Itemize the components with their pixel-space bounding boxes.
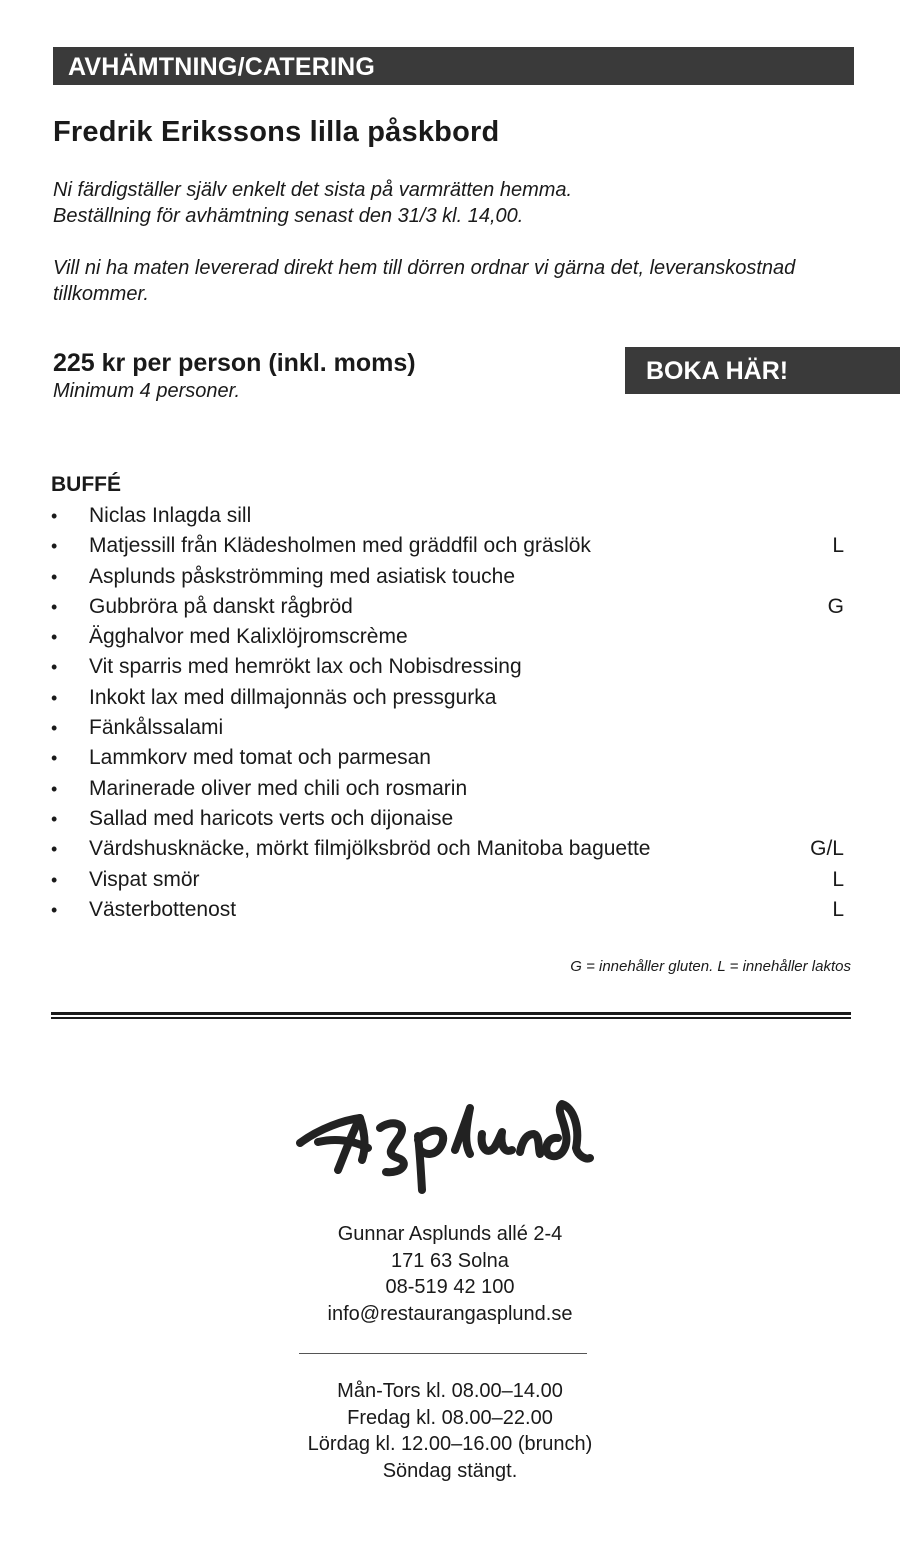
list-item <box>51 774 851 804</box>
list-item <box>51 592 851 622</box>
bullet-icon: • <box>51 687 58 708</box>
bullet-icon: • <box>51 808 58 829</box>
dish-name: Vispat smör <box>89 867 200 891</box>
allergen-legend: G = innehåller gluten. L = innehåller laktos <box>570 958 851 975</box>
footer-divider <box>299 1353 587 1354</box>
bullet-icon: • <box>51 778 58 799</box>
dish-name: Värdshusknäcke, mörkt filmjölksbröd och Manitoba baguette <box>89 837 651 861</box>
bullet-icon: • <box>51 506 58 526</box>
contact-info <box>0 1221 900 1327</box>
intro-text <box>53 177 873 307</box>
phone-number: 08-519 42 100 <box>385 1276 515 1298</box>
dish-name: Asplunds påskströmming med asiatisk touche <box>89 564 516 588</box>
list-item <box>51 834 851 864</box>
intro-line: Beställning för avhämtning senast den 31/3 kl. 14,00. <box>53 205 524 227</box>
dish-name: Fänkålssalami <box>89 716 224 740</box>
list-item <box>51 531 851 561</box>
signature-logo <box>290 1098 595 1198</box>
allergen-code: L <box>832 897 844 921</box>
list-item <box>51 622 851 652</box>
list-item <box>51 683 851 713</box>
bullet-icon: • <box>51 748 58 769</box>
dish-name: Ägghalvor med Kalixlöjromscrème <box>89 625 408 649</box>
list-item <box>51 865 851 895</box>
list-item <box>51 652 851 682</box>
section-header: AVHÄMTNING/CATERING <box>53 47 854 85</box>
opening-hours <box>0 1378 900 1484</box>
dish-name: Vit sparris med hemrökt lax och Nobisdressing <box>89 655 522 679</box>
allergen-code: G <box>827 594 844 618</box>
list-item <box>51 713 851 743</box>
bullet-icon: • <box>51 566 58 587</box>
email-link[interactable]: info@restaurangasplund.se <box>327 1302 573 1325</box>
street-address: Gunnar Asplunds allé 2-4 <box>337 1223 563 1245</box>
postal-city: 171 63 Solna <box>391 1249 509 1272</box>
book-button[interactable]: BOKA HÄR! <box>625 347 900 394</box>
list-item <box>51 895 851 925</box>
allergen-code: L <box>832 534 844 558</box>
bullet-icon: • <box>51 536 58 557</box>
list-item <box>51 804 851 834</box>
list-item <box>51 743 851 773</box>
price-label: 225 kr per person (inkl. moms) <box>53 349 416 377</box>
bullet-icon: • <box>51 627 58 648</box>
dish-name: Lammkorv med tomat och parmesan <box>89 746 431 770</box>
bullet-icon: • <box>51 869 58 890</box>
dish-name: Matjessill från Klädesholmen med gräddfil och gräslök <box>89 534 591 558</box>
bullet-icon: • <box>51 839 58 860</box>
dish-name: Sallad med haricots verts och dijonaise <box>89 806 454 830</box>
list-item <box>51 501 851 531</box>
page-title: Fredrik Erikssons lilla påskbord <box>53 116 500 148</box>
dish-name: Gubbröra på danskt rågbröd <box>89 594 353 618</box>
hours-mon-thu: Mån-Tors kl. 08.00–14.00 <box>337 1380 563 1402</box>
dish-name: Västerbottenost <box>89 897 237 921</box>
hours-sat: Lördag kl. 12.00–16.00 (brunch) <box>307 1433 593 1455</box>
allergen-code: L <box>832 867 844 891</box>
bullet-icon: • <box>51 899 58 920</box>
bullet-icon: • <box>51 596 58 617</box>
list-item <box>51 562 851 592</box>
buffet-heading: BUFFÉ <box>51 473 121 496</box>
bullet-icon: • <box>51 718 58 739</box>
minimum-note: Minimum 4 personer. <box>53 380 241 402</box>
dish-name: Niclas Inlagda sill <box>89 504 252 527</box>
hours-fri: Fredag kl. 08.00–22.00 <box>347 1406 553 1429</box>
intro-line: Ni färdigställer själv enkelt det sista på varmrätten hemma. <box>53 179 573 201</box>
hours-sun: Söndag stängt. <box>382 1459 518 1482</box>
dish-name: Inkokt lax med dillmajonnäs och pressgurka <box>89 685 497 709</box>
dish-name: Marinerade oliver med chili och rosmarin <box>89 776 468 800</box>
delivery-note: Vill ni ha maten levererad direkt hem till dörren ordnar vi gärna det, leveranskostnad tillkommer. <box>53 257 796 305</box>
allergen-code: G/L <box>810 837 844 861</box>
bullet-icon: • <box>51 657 58 678</box>
section-divider <box>51 1012 851 1019</box>
buffet-menu-list <box>51 501 851 925</box>
